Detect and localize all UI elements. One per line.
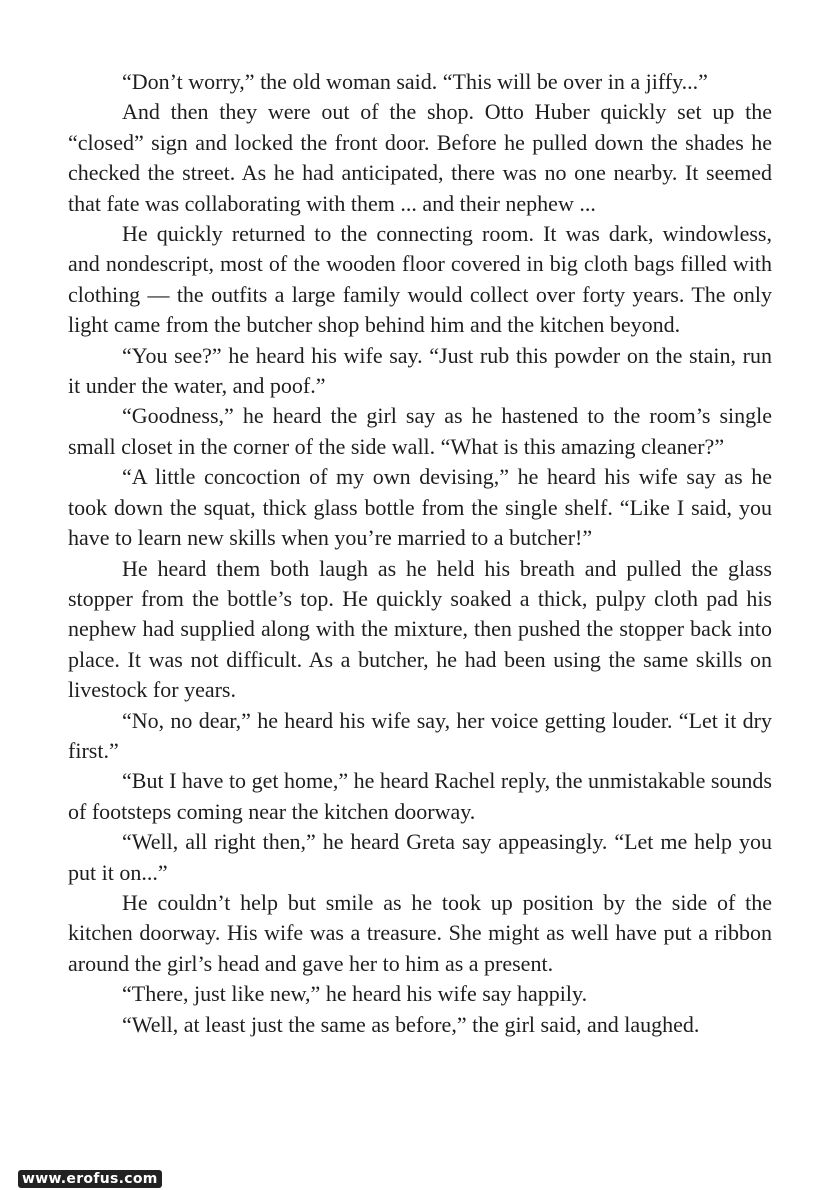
paragraph: “Don’t worry,” the old woman said. “This will be over in a jiffy...” <box>122 69 708 94</box>
page-body <box>68 67 772 1040</box>
paragraph: And then they were out of the shop. Otto Huber quickly set up the “closed” sign and locked the front door. Before he pulled down the shades he checked the street. As he had anticipated, there was no one nearby. It seemed that fate was collaborating with them ... and their nephew ... <box>68 99 772 216</box>
paragraph: He heard them both laugh as he held his breath and pulled the glass stopper from the bottle’s top. He quickly soaked a thick, pulpy cloth pad his nephew had supplied along with the mixture, then pushed the stopper back into place. It was not difficult. As a butcher, he had been using the same skills on livestock for years. <box>68 555 772 703</box>
paragraph: “No, no dear,” he heard his wife say, her voice getting louder. “Let it dry first.” <box>68 707 772 763</box>
paragraph: “Goodness,” he heard the girl say as he hastened to the room’s single small closet in the corner of the side wall. “What is this amazing cleaner?” <box>68 403 772 459</box>
watermark: www.erofus.com <box>18 1170 162 1188</box>
paragraph: “Well, all right then,” he heard Greta say appeasingly. “Let me help you put it on...” <box>68 829 772 885</box>
paragraph: “There, just like new,” he heard his wife say happily. <box>122 981 588 1007</box>
paragraph: “But I have to get home,” he heard Rachel reply, the unmistakable sounds of footsteps coming near the kitchen doorway. <box>68 768 772 824</box>
paragraph: “Well, at least just the same as before,” the girl said, and laughed. <box>122 1011 700 1037</box>
paragraph: “You see?” he heard his wife say. “Just rub this powder on the stain, run it under the water, and poof.” <box>68 342 772 399</box>
paragraph: “A little concoction of my own devising,” he heard his wife say as he took down the squat, thick glass bottle from the single shelf. “Like I said, you have to learn new skills when you’re married to a butcher!” <box>68 464 772 551</box>
paragraph: He couldn’t help but smile as he took up position by the side of the kitchen doorway. His wife was a treasure. She might as well have put a ribbon around the girl’s head and gave her to him as a present. <box>68 889 772 976</box>
paragraph: He quickly returned to the connecting room. It was dark, windowless, and nondescript, most of the wooden floor covered in big cloth bags filled with clothing — the outfits a large family would collect over forty years. The only light came from the butcher shop behind him and the kitchen beyond. <box>68 221 772 338</box>
